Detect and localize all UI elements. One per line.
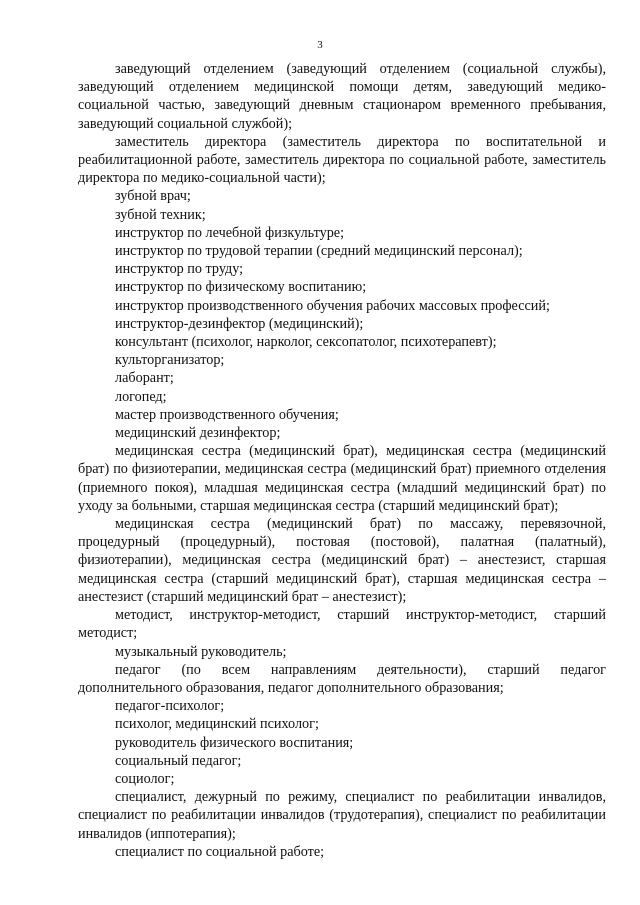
list-item: педагог-психолог; [115,698,225,715]
list-item: медицинская сестра (медицинский брат), медицинская сестра (медицинский брат) по физиотерапии, медицинская сестра (медицинский брат) приемного отделения (приемного покоя), младшая медицинская сестра (младший медицинский брат) по уходу за больными, старшая медицинская сестра (старший медицинский брат); [78,443,606,514]
list-item: заведующий отделением (заведующий отделением (социальной службы), заведующий отделением медицинской помощи детям, заведующий медико-социальной частью, заведующий дневным стационаром временного пребывания, заведующий социальной службой); [78,61,606,132]
list-item: методист, инструктор-методист, старший инструктор-методист, старший методист; [78,607,606,642]
page-number: 3 [317,39,323,51]
list-item: инструктор по физическому воспитанию; [115,279,367,296]
document-text [78,60,606,861]
list-item: логопед; [115,388,167,405]
list-item: лаборант; [115,370,174,387]
list-item: культорганизатор; [115,352,225,369]
list-item: инструктор производственного обучения рабочих массовых профессий; [115,297,550,314]
list-item: инструктор по лечебной физкультуре; [115,224,345,241]
list-item: инструктор-дезинфектор (медицинский); [115,315,364,332]
list-item: зубной врач; [115,188,191,205]
list-item: специалист по социальной работе; [115,843,325,860]
list-item: педагог (по всем направлениям деятельности), старший педагог дополнительного образования, педагог дополнительного образования; [78,661,606,696]
list-item: заместитель директора (заместитель директора по воспитательной и реабилитационной работе, заместитель директора по социальной работе, заместитель директора по медико-социальной части); [78,133,606,187]
list-item: руководитель физического воспитания; [115,734,354,751]
list-item: медицинский дезинфектор; [115,425,281,442]
list-item: консультант (психолог, нарколог, сексопатолог, психотерапевт); [115,334,497,351]
list-item: зубной техник; [115,206,206,223]
list-item: психолог, медицинский психолог; [115,716,319,733]
list-item: мастер производственного обучения; [115,406,339,423]
list-item: инструктор по труду; [115,261,244,278]
list-item: специалист, дежурный по режиму, специалист по реабилитации инвалидов, специалист по реабилитации инвалидов (трудотерапия), специалист по реабилитации инвалидов (иппотерапия); [78,789,606,842]
list-item: инструктор по трудовой терапии (средний медицинский персонал); [115,243,523,260]
list-item: социолог; [115,770,175,787]
list-item: музыкальный руководитель; [115,643,287,660]
list-item: социальный педагог; [115,752,242,769]
list-item: медицинская сестра (медицинский брат) по массажу, перевязочной, процедурный (процедурный), постовая (постовой), палатная (палатный), физиотерапии), медицинская сестра (медицинский брат) – анестезист, старшая медицинская сестра (старший медицинский брат), старшая медицинская сестра – анестезист (старший медицинский брат – анестезист); [78,516,606,605]
